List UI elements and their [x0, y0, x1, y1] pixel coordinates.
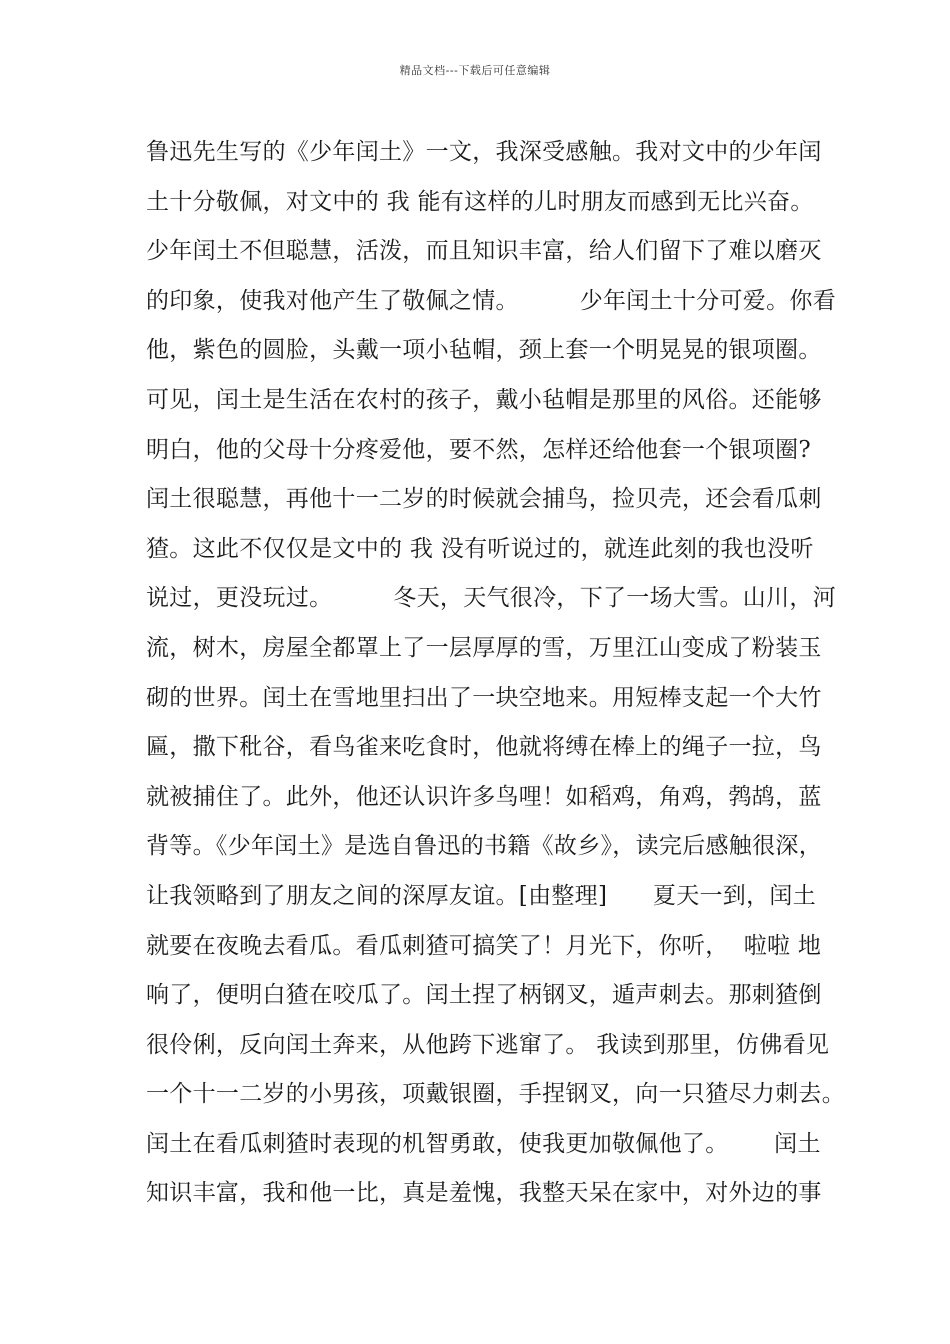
- text-line: 可见，闰土是生活在农村的孩子，戴小毡帽是那里的风俗。还能够: [146, 386, 822, 413]
- text-line: 就要在夜晚去看瓜。看瓜刺猹可搞笑了！月光下，你听， 啦啦 地: [146, 932, 822, 959]
- text-line: 的印象，使我对他产生了敬佩之情。 少年闰土十分可爱。你看: [146, 287, 836, 314]
- text-line: 就被捕住了。此外，他还认识许多鸟哩！如稻鸡，角鸡，鹁鸪，蓝: [146, 783, 822, 810]
- text-line: 让我领略到了朋友之间的深厚友谊。[由整理] 夏天一到，闰土: [146, 882, 817, 909]
- text-line: 很伶俐，反向闰土奔来，从他跨下逃窜了。 我读到那里，仿佛看见: [146, 1031, 830, 1058]
- text-line: 匾，撒下秕谷，看鸟雀来吃食时，他就将缚在棒上的绳子一拉，鸟: [146, 734, 822, 761]
- text-line: 闰土很聪慧，再他十一二岁的时候就会捕鸟，捡贝壳，还会看瓜刺: [146, 486, 822, 513]
- page-header: 精品文档---下载后可任意编辑: [399, 64, 551, 77]
- document-body: [146, 133, 846, 1224]
- text-line: 少年闰土不但聪慧，活泼，而且知识丰富，给人们留下了难以磨灭: [146, 238, 822, 265]
- text-line: 闰土在看瓜刺猹时表现的机智勇敢，使我更加敬佩他了。 闰土: [146, 1130, 821, 1157]
- text-line: 猹。这此不仅仅是文中的 我 没有听说过的，就连此刻的我也没听: [146, 535, 814, 562]
- text-line: 明白，他的父母十分疼爱他，要不然，怎样还给他套一个银项圈?: [146, 436, 812, 463]
- text-line: 知识丰富，我和他一比，真是羞愧，我整天呆在家中，对外边的事: [146, 1180, 822, 1207]
- text-line: 砌的世界。闰土在雪地里扫出了一块空地来。用短棒支起一个大竹: [146, 684, 822, 711]
- text-line: 土十分敬佩，对文中的 我 能有这样的儿时朋友而感到无比兴奋。: [146, 188, 814, 215]
- text-line: 说过，更没玩过。 冬天，天气很冷，下了一场大雪。山川，河: [146, 585, 836, 612]
- text-line: 响了，便明白猹在咬瓜了。闰土捏了柄钢叉，遁声刺去。那刺猹倒: [146, 982, 822, 1009]
- text-line: 他，紫色的圆脸，头戴一项小毡帽，颈上套一个明晃晃的银项圈。: [146, 337, 822, 364]
- text-line: 背等。《少年闰土》是选自鲁迅的书籍《故乡》，读完后感触很深，: [146, 833, 822, 860]
- text-line: 鲁迅先生写的《少年闰土》一文，我深受感触。我对文中的少年闰: [146, 139, 822, 165]
- text-line: 一个十一二岁的小男孩，项戴银圈，手捏钢叉，向一只猹尽力刺去。: [146, 1081, 845, 1108]
- text-line: 流，树木，房屋全都罩上了一层厚厚的雪，万里江山变成了粉装玉: [146, 634, 822, 661]
